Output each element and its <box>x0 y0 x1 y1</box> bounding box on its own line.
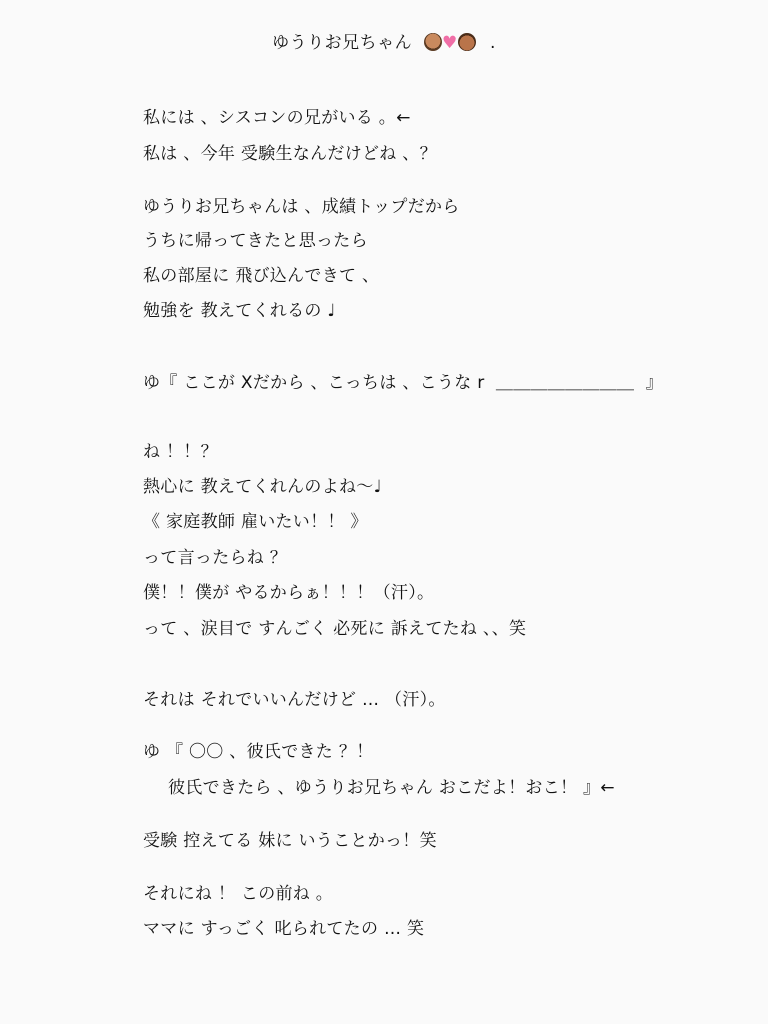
text-line: ゆ『 ここが Xだから 、こっちは 、こうな r ＿＿＿＿＿＿＿＿ 』 <box>143 373 664 393</box>
text-line: ね ！！？ <box>143 442 218 462</box>
title-text: ゆうりお兄ちゃん <box>272 33 413 53</box>
story-title <box>0 28 768 53</box>
text-line: ゆ 『 〇〇 、彼氏できた ？！ <box>143 742 374 762</box>
text-line: 《 家庭教師 雇いたい！！ 》 <box>143 512 368 532</box>
text-line: それにね ！ この前ね 。 <box>143 884 334 904</box>
text-line: 僕！！僕が やるからぁ！！！（汗）。 <box>143 583 435 603</box>
text-line: 私には 、シスコンの兄がいる 。← <box>143 108 411 128</box>
heart-icon <box>442 37 458 51</box>
text-line: って言ったらね ？ <box>143 548 288 568</box>
text-line: 熱心に 教えてくれんのよね〜♩ <box>143 477 382 497</box>
boy-face-icon <box>458 33 476 51</box>
text-line: 私の部屋に 飛び込んできて 、 <box>143 266 380 286</box>
text-line: それは それでいいんだけど … （汗）。 <box>143 690 446 710</box>
text-line: 勉強を 教えてくれるの ♩ <box>143 301 336 321</box>
title-trailing-dot: . <box>489 33 496 53</box>
text-line: 私は 、今年 受験生なんだけどね 、？ <box>143 144 437 164</box>
text-line: 彼氏できたら 、ゆうりお兄ちゃん おこだよ！おこ！ 』← <box>168 778 615 798</box>
text-line: ママに すっごく 叱られてたの … 笑 <box>143 919 425 939</box>
couple-with-heart-icon <box>424 33 476 53</box>
girl-face-icon <box>424 33 442 51</box>
text-line: って 、涙目で すんごく 必死に 訴えてたね 、、笑 <box>143 619 527 639</box>
text-line: ゆうりお兄ちゃんは 、成績トップだから <box>143 197 460 217</box>
text-line: うちに帰ってきたと思ったら <box>143 231 368 251</box>
text-line: 受験 控えてる 妹に いうことかっ！笑 <box>143 831 437 851</box>
